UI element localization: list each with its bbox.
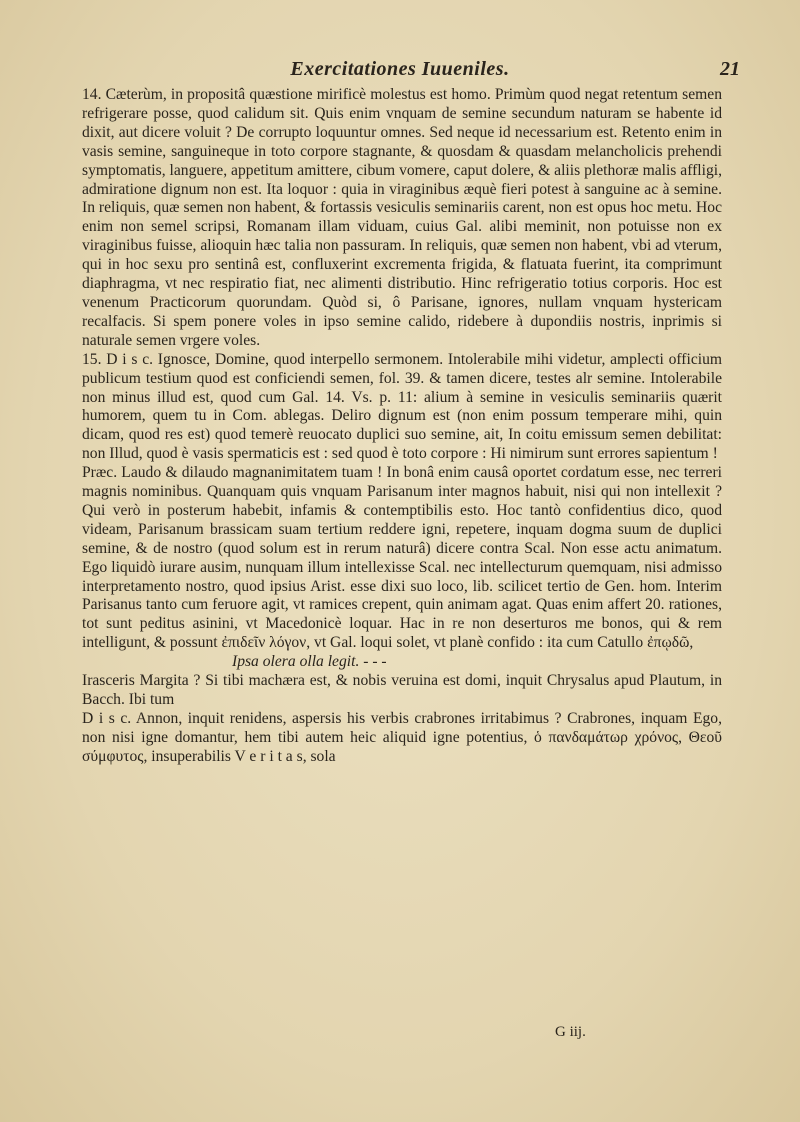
paragraph-14: 14. Cæterùm, in propositâ quæstione mirificè molestus est homo. Primùm quod negat retentum semen refrigerare posse, quod calidum sit. Quis enim vnquam de semine secundum naturam se habente id dixit, aut dicere voluit ? De corrupto loquuntur omnes. Sed neque id necessarium est. Retento enim in vasis semine, sanguineque in toto corpore stagnante, & quosdam & quasdam melancholicis prehendi symptomatis, languere, appetitum amittere, cibum vomere, caput dolere, & aliis plethoræ malis affligi, admiratione dignum non est. Ita loquor : quia in viraginibus æquè fieri potest à sanguine ac à semine. In reliquis, quæ semen non habent, & fortassis vesiculis seminariis carent, non est opus hoc metu. Hoc enim non semel scripsi, Romanam illam viduam, cuius Gal. alibi meminit, non potuisse non ex viraginibus fuisse, alioquin hæc talia non passuram. In reliquis, quæ semen non habent, vbi ad vterum, qui in hoc sexu pro sentinâ est, confluxerint excrementa frigida, & flatuata fuerint, ita comprimunt diaphragma, vt nec respiratio fiat, nec alimenti distributio. Hinc refrigeratio totius corporis. Hoc est venenum Practicorum quorundam. Quòd si, ô Parisane, ignores, nullam vnquam hystericam recalfacis. Si spem ponere voles in ipso semine calido, ridebere à dupondiis nostris, inprimis si naturale semen vrgere voles. bbox=[82, 86, 722, 349]
verse-quote: Ipsa olera olla legit. - - - bbox=[232, 653, 387, 671]
paragraph-15: 15. D i s c. Ignosce, Domine, quod interpello sermonem. Intolerabile mihi videtur, amplecti officium publicum testium quod est conficiendi semen, fol. 39. & tamen dicere, testes alr semine. Intolerabile non minus illud est, quod cum Gal. 14. Vs. p. 11: alium à semine in vesiculis seminariis quærit humorem, quem tu in Com. ablegas. Deliro dignum est (non enim possum temperare mihi, quin dicam, quod res est) quod temerè reuocato duplici suo semine, ait, In coitu emissum semen debilitat: non Illud, quod è vasis spermaticis est : sed quod è toto corpore : Hi nimirum sunt errores sapientum ! bbox=[82, 350, 722, 463]
paragraph-praec: Præc. Laudo & dilaudo magnanimitatem tuam ! In bonâ enim causâ oportet cordatum esse, nec terreri magnis nominibus. Quanquam quis vnquam Parisanum inter magnos habuit, nisi qui non intellexit ? Qui verò in posterum habebit, infamis & contemptibilis esto. Hoc tantò confidentius dico, quod videam, Parisanum brassicam suam tertium reddere igni, repetere, inquam dogma suum de duplici semine, & de nostro (quod solum est in rerum naturâ) dicere contra Scal. Non esse actu animatum. Ego liquidò iurare ausim, nunquam illum intellexisse Scal. nec intellecturum quemquam, nisi admisso interpretamento nostro, quod ipsius Arist. esse dixi suo loco, lib. scilicet tertio de Gen. hom. Interim Parisanus tanto cum feruore agit, vt ramices crepent, quin animam agat. Quas enim affert 20. rationes, tot sunt peditus asinini, vt Macedonicè loquar. Hac in re non deserturos me bonos, qui & rem intelligunt, & possunt ἐπιδεῖν λόγον, vt Gal. loqui solet, vt planè confido : ita cum Catullo ἐπῳδῶ, bbox=[82, 464, 722, 652]
signature-mark: G iij. bbox=[555, 1024, 586, 1040]
page-number: 21 bbox=[720, 58, 740, 80]
paragraph-disc: D i s c. Annon, inquit renidens, aspersis his verbis crabrones irritabimus ? Crabrones, inquam Ego, non nisi igne domantur, hem tibi autem heic aliquid igne potentius, ὁ πανδαμάτωρ χρόνος, Θεοῦ σύμφυτος, insuperabilis V e r i t a s, sola bbox=[82, 709, 722, 765]
page-header bbox=[60, 58, 740, 86]
body-text bbox=[82, 86, 722, 767]
running-title: Exercitationes Iuueniles. bbox=[290, 58, 510, 80]
paragraph-irasceris: Irasceris Margita ? Si tibi machæra est, & nobis veruina est domi, inquit Chrysalus apud Plautum, in Bacch. Ibi tum bbox=[82, 672, 722, 708]
